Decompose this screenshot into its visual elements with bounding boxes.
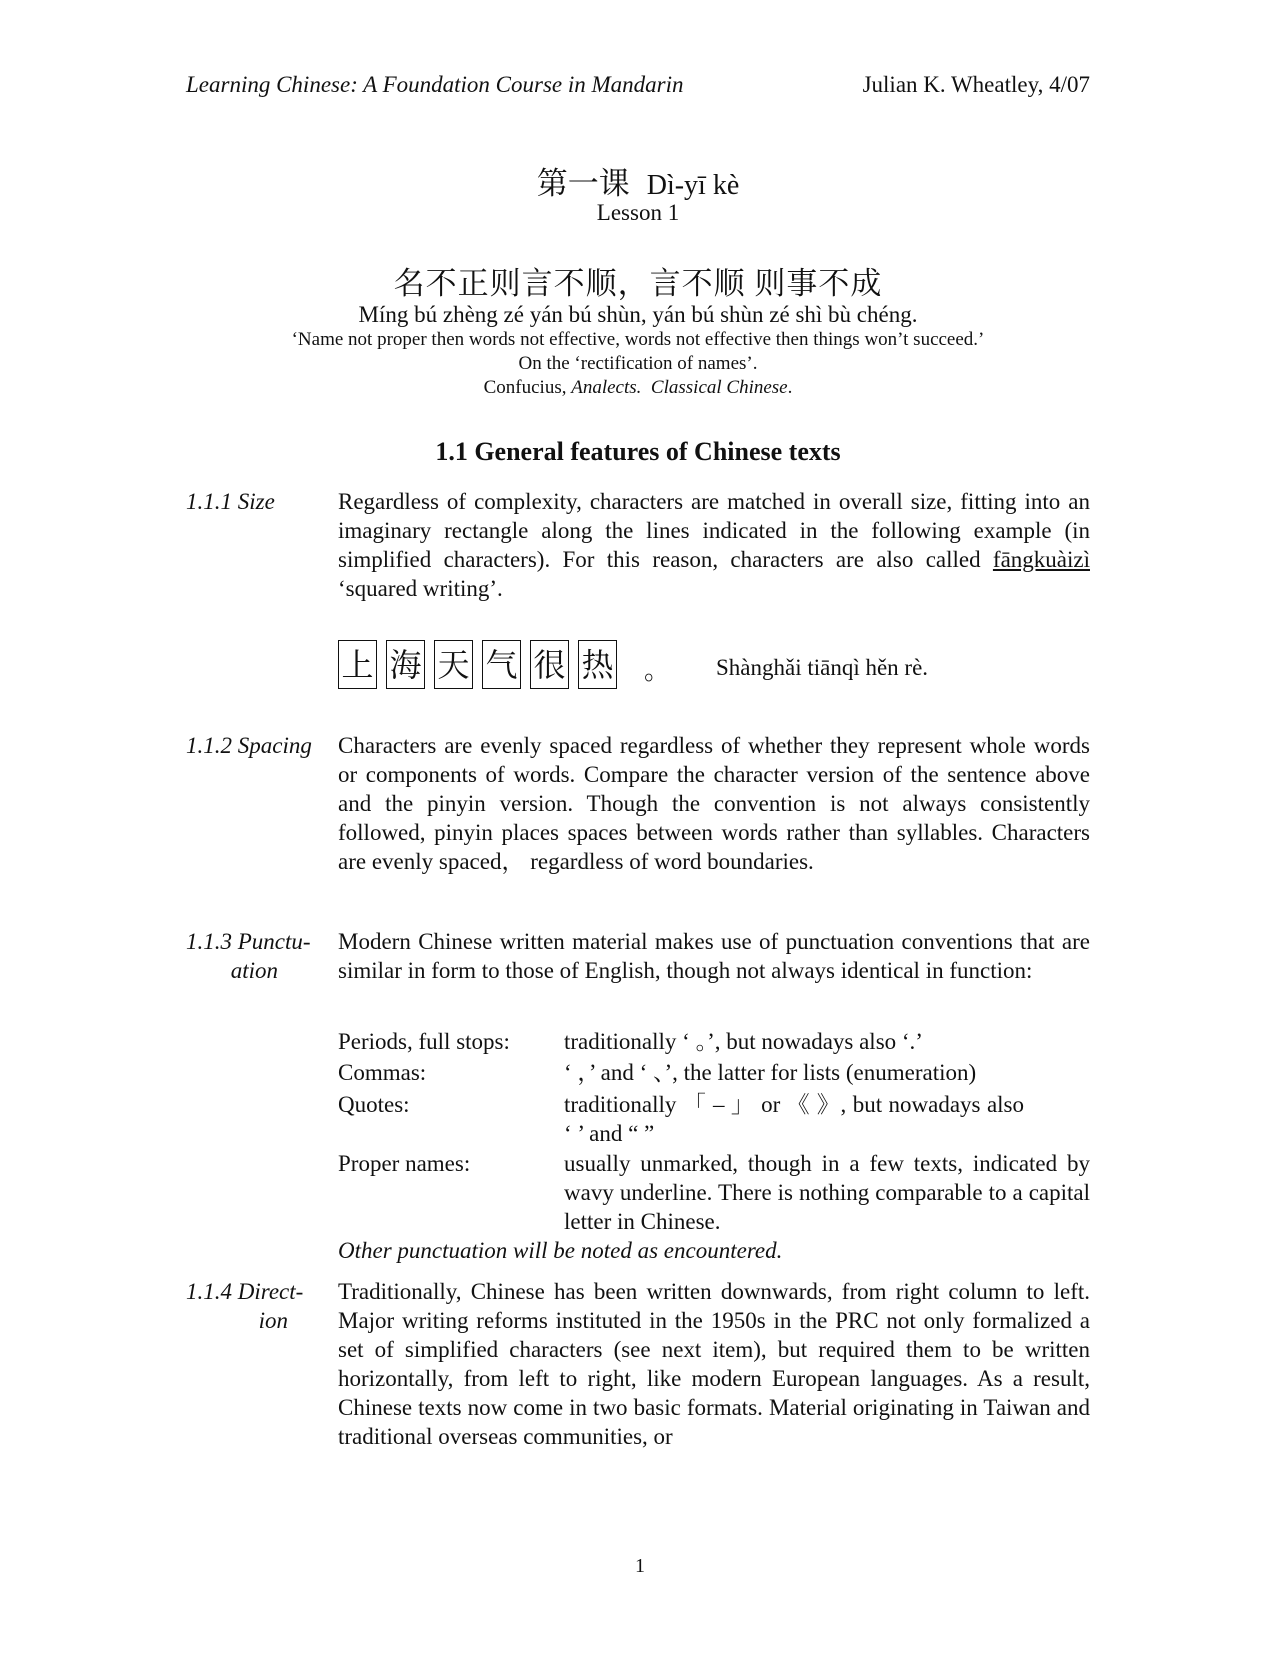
epigraph-translation: ‘Name not proper then words not effective, words not effective then things won’t succeed.’ [291,329,985,350]
char-box [482,640,521,689]
epigraph-pinyin: Míng bú zhèng zé yán bú shùn, yán bú shùn zé shì bù chéng. [358,302,918,327]
section-heading: 1.1 General features of Chinese texts [435,437,841,466]
punctuation-value: ‘ ，’ and ‘ 、’, the latter for lists (enumeration) [564,1060,977,1085]
epigraph-source-language: Classical Chinese [650,377,788,398]
char-glyph: 热 [581,646,614,683]
item-direction-label [186,1277,336,1335]
punctuation-key: Proper names: [338,1151,471,1176]
item-punctuation-label-line2: ation [230,958,278,983]
char-glyph: 天 [437,646,470,683]
item-punctuation-intro: Modern Chinese written material makes use of punctuation conventions that are similar in form to those of English, though not always identical in function: [338,929,1090,983]
char-glyph: 上 [341,646,374,683]
item-direction-label-line1: 1.1.4 Direct- [186,1279,304,1304]
punctuation-value: traditionally 「 – 」 or 《 》, but nowadays also ‘ ’ and “ ” [564,1092,1024,1146]
char-glyph: 很 [533,646,566,683]
header-author-date: Julian K. Wheatley, 4/07 [862,72,1090,97]
lesson-title [186,158,1090,203]
item-direction-text: Traditionally, Chinese has been written downwards, from right column to left. Major writing reforms instituted in the 1950s in the PRC not only formalized a set of simplified characters (see next item), but required them to be written horizontally, from left to right, like modern European languages. As a result, Chinese texts now come in two basic formats. Material originating in Taiwan and traditional overseas communities, or [338,1279,1090,1449]
epigraph-source-work: Analects. [571,377,642,398]
punctuation-closing: Other punctuation will be noted as encountered. [338,1238,783,1263]
char-box [578,640,617,689]
epigraph-source-author: Confucius, [483,377,572,398]
char-box [434,640,473,689]
char-box [386,640,425,689]
item-size-label: 1.1.1 Size [186,489,275,514]
item-punctuation-label-line1: 1.1.3 Punctu- [186,929,311,954]
char-box [338,640,377,689]
punctuation-key: Periods, full stops: [338,1029,510,1054]
lesson-title-chinese: 第一课 [536,166,630,201]
lesson-title-pinyin: Dì-yī kè [646,170,740,201]
lesson-subtitle: Lesson 1 [596,200,680,225]
punctuation-key: Quotes: [338,1092,410,1117]
item-size-text-part1: Regardless of complexity, characters are matched in overall size, fitting into an imaginary rectangle along the lines indicated in the following example (in simplified characters). For this reason, characters are also called [338,489,1090,572]
item-punctuation-label [186,927,336,985]
page-number: 1 [635,1555,645,1577]
example-period: 。 [644,656,671,685]
punctuation-value: traditionally ‘ 。’, but nowadays also ‘.’ [564,1029,923,1054]
item-size-text-part2: ‘squared writing’. [338,576,503,601]
item-size-term: fāngkuàizì [992,547,1090,572]
example-pinyin: Shànghǎi tiānqì hěn rè. [716,655,929,680]
epigraph-source: Confucius, Analects. Classical Chinese. [483,377,793,398]
item-size-text [338,487,1090,603]
item-direction-label-line2: ion [258,1308,288,1333]
item-spacing-label: 1.1.2 Spacing [186,733,312,758]
char-glyph: 气 [485,646,518,683]
item-spacing-text: Characters are evenly spaced regardless of whether they represent whole words or components of words. Compare the character version of the sentence above and the pinyin version. Though the convention is not always consistently followed, pinyin places spaces between words rather than syllables. Characters are evenly spaced， regardless of word boundaries. [338,733,1090,874]
punctuation-value: usually unmarked, though in a few texts, indicated by wavy underline. There is nothing comparable to a capital letter in Chinese. [564,1151,1090,1234]
epigraph-note: On the ‘rectification of names’. [518,353,758,374]
punctuation-key: Commas: [338,1060,427,1085]
epigraph-chinese: 名不正则言不顺，言不顺 则事不成 [393,266,883,301]
char-glyph: 海 [389,646,422,683]
char-box [530,640,569,689]
header-book-title: Learning Chinese: A Foundation Course in Mandarin [186,72,684,97]
